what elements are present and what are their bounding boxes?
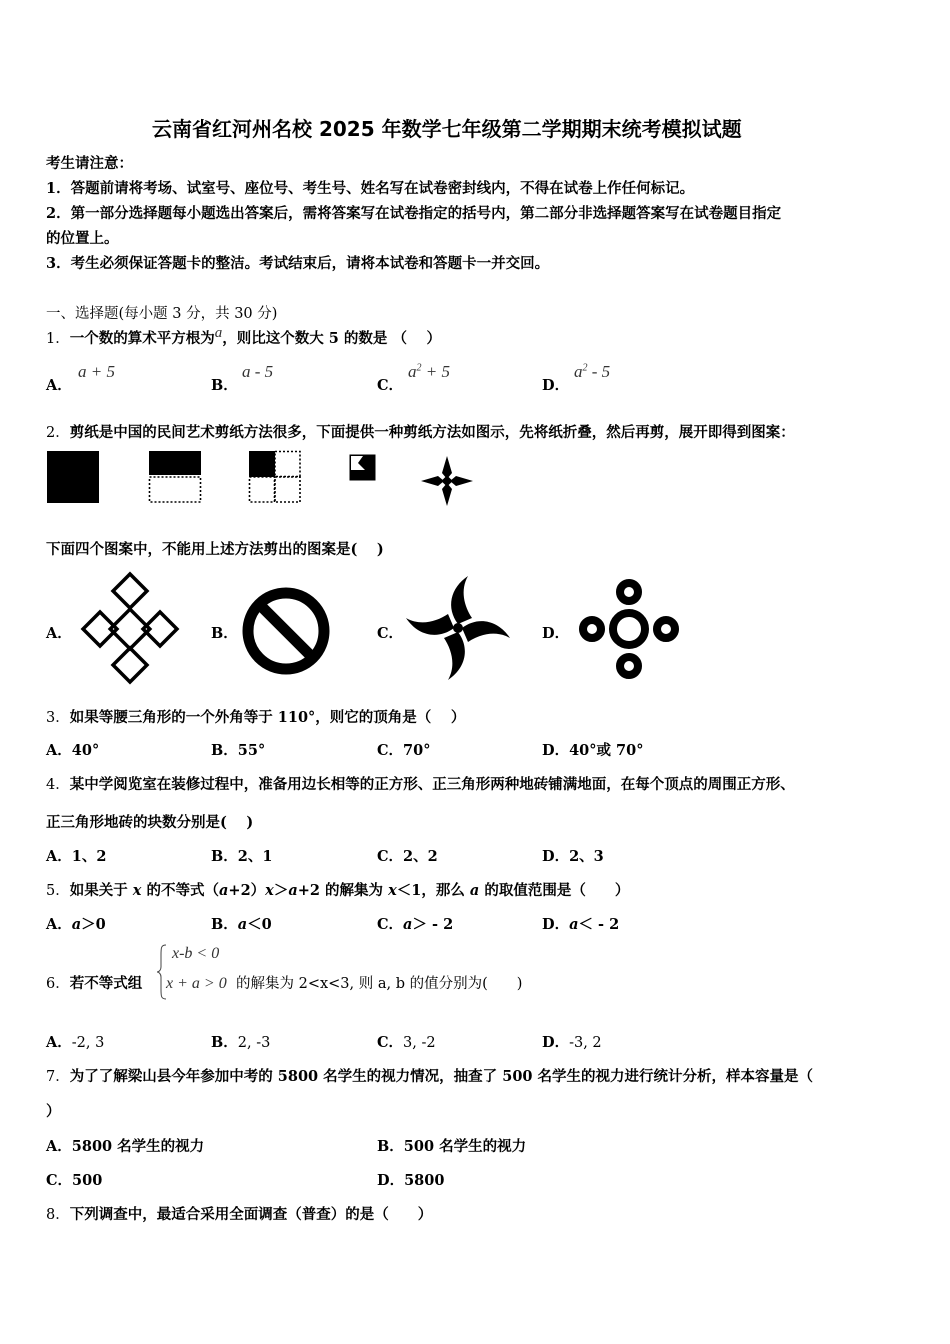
option-b-expr: a - 5 [242,362,274,381]
option-text: 5800 名学生的视力 [71,1138,205,1155]
option-c-pattern [404,575,512,681]
option-label: D． [542,848,570,865]
question-7 [46,1065,813,1086]
option-b [211,739,265,760]
question-stem: 某中学阅览室在装修过程中，准备用边长相等的正方形、正三角形两种地砖铺满地面，在每个顶点的周围正方形、 [69,776,795,793]
option-c [377,1031,436,1052]
option-label: B． [211,848,238,865]
option-text: 3, -2 [403,1035,436,1051]
option-c-expr [408,362,450,382]
math-var: a [403,916,413,933]
option-c-label: C． [377,377,404,394]
option-label: D． [542,916,570,933]
option-c [377,913,453,934]
option-text: 5800 [404,1172,445,1189]
option-d [542,845,604,866]
option-label: D． [542,1034,570,1051]
option-a [46,1031,104,1052]
question-number: 7． [46,1069,70,1085]
question-6-stem-tail: 的解集为 2<x<3, 则 a, b 的值分别为( ) [236,976,523,992]
option-a-expr: a + 5 [78,362,115,381]
option-d [542,913,619,934]
option-a [46,913,106,934]
option-text: ＞ - 2 [412,916,454,933]
question-number: 2． [46,425,70,441]
question-6-stem [46,972,142,993]
option-text: 500 [72,1172,103,1189]
option-c [46,1169,102,1190]
option-a [46,1135,204,1156]
option-b [211,1031,270,1052]
question-stem: 如果等腰三角形的一个外角等于 110°，则它的顶角是（ ） [69,709,466,726]
stem-part: ＞ [273,882,289,899]
paper-cut-figure [349,454,379,484]
expr-sup: 2 [582,362,588,374]
option-label: B． [211,742,238,759]
section-heading: 一、选择题(每小题 3 分，共 30 分) [46,306,278,322]
option-text: ＞0 [81,916,106,933]
option-label: B． [211,1034,238,1051]
option-label: C． [46,1172,73,1189]
option-b [211,845,272,866]
option-label: C． [377,742,404,759]
option-label: C． [377,916,404,933]
paper-fold-quarter-figure [248,450,304,504]
option-label: A． [46,916,72,933]
paper-fold-half-figure [148,450,204,504]
math-var: x [265,882,274,899]
option-text: 2、1 [237,848,273,865]
math-var: a [219,882,229,899]
option-text: 500 名学生的视力 [403,1138,527,1155]
expr-base: a [574,362,583,381]
option-d [542,1031,602,1052]
question-stem: 剪纸是中国的民间艺术剪纸方法很多，下面提供一种剪纸方法如图示，先将纸折叠，然后再剪，展开即得到图案： [69,424,795,441]
notice-item-1: 1．答题前请将考场、试室号、座位号、考生号、姓名写在试卷密封线内，不得在试卷上作任何标记。 [46,180,695,197]
question-number: 3． [46,710,70,726]
option-a [46,739,99,760]
option-text: 40° [71,742,100,759]
unfolded-pattern-figure [420,455,476,509]
option-text: -3, 2 [569,1035,602,1051]
math-var: a [288,882,298,899]
option-text: ＜0 [247,916,272,933]
option-label: A． [46,848,72,865]
option-label: C． [377,1034,404,1051]
math-var: a [469,882,480,899]
option-label: D． [377,1172,405,1189]
notice-heading: 考生请注意： [46,155,133,172]
stem-part: +2 的解集为 [297,882,389,899]
system-line-2: x + a > 0 [166,975,227,992]
question-number: 1． [46,331,70,347]
expr-rest: - 5 [587,362,611,381]
option-label: B． [211,916,238,933]
option-label: D． [542,742,570,759]
question-stem-tail: ，则比这个数大 5 的数是 （ ） [222,330,442,347]
stem-part: 的取值范围是（ ） [479,882,630,899]
question-4-stem-2: 正三角形地砖的块数分别是( ) [46,814,254,831]
option-text: 2, -3 [237,1035,271,1051]
notice-item-2: 2．第一部分选择题每小题选出答案后，需将答案写在试卷指定的括号内，第二部分非选择题答案写在试卷题目指定 [46,205,782,222]
option-d [542,739,643,760]
question-5 [46,879,629,900]
option-c-label: C． [377,625,404,642]
question-number: 6． [46,976,70,992]
option-c [377,845,438,866]
option-text: ＜ - 2 [578,916,620,933]
option-d-label: D． [542,625,570,642]
question-8 [46,1203,432,1224]
notice-item-2-cont: 的位置上。 [46,230,119,247]
option-label: A． [46,1138,72,1155]
expr-base: a [408,362,417,381]
question-number: 5． [46,883,70,899]
system-line-1: x-b < 0 [172,945,220,962]
option-a-label: A． [46,625,72,642]
math-var: x [388,882,397,899]
question-2 [46,421,795,442]
option-d-pattern [576,577,682,681]
option-text: 40°或 70° [569,742,644,759]
option-b-pattern [238,583,334,679]
question-stem: 下列调查中，最适合采用全面调查（普查）的是（ ） [69,1206,433,1223]
question-stem: 若不等式组 [69,975,143,992]
math-var: a [214,325,223,341]
option-c [377,739,430,760]
math-var: x [132,882,142,899]
math-var: a [71,916,82,933]
question-4 [46,773,795,794]
stem-part: 的不等式（ [141,882,220,899]
option-text: 70° [403,742,431,759]
option-text: 2、2 [403,848,438,865]
option-text: 55° [237,742,266,759]
question-7-stem-2: ） [46,1103,61,1120]
option-label: B． [377,1138,404,1155]
option-a-pattern [80,575,180,681]
expr-rest: + 5 [421,362,450,381]
question-stem: 一个数的算术平方根为 [69,330,215,347]
question-number: 4． [46,777,70,793]
option-b-label: B． [211,377,238,394]
option-d [377,1169,444,1190]
option-d-label: D． [542,377,570,394]
option-text: -2, 3 [71,1035,105,1051]
option-a [46,845,106,866]
question-number: 8． [46,1207,70,1223]
stem-part: 如果关于 [69,882,133,899]
question-1 [46,327,441,348]
math-var: a [569,916,579,933]
expr-sup: 2 [416,362,422,374]
option-text: 1、2 [71,848,107,865]
notice-item-3: 3．考生必须保证答题卡的整洁。考试结束后，请将本试卷和答题卡一并交回。 [46,255,550,272]
paper-square-figure [46,450,102,504]
option-b [377,1135,526,1156]
question-stem: 为了了解梁山县今年参加中考的 5800 名学生的视力情况，抽查了 500 名学生的视力进行统计分析，样本容量是（ [69,1068,814,1085]
question-2-stem-2: 下面四个图案中，不能用上述方法剪出的图案是( ) [46,541,384,558]
page-title: 云南省红河州名校 2025 年数学七年级第二学期期末统考模拟试题 [152,117,742,141]
option-text: 2、3 [569,848,604,865]
option-label: C． [377,848,404,865]
option-label: A． [46,1034,72,1051]
option-b [211,913,272,934]
option-d-expr [574,362,610,382]
stem-part: +2） [228,882,266,899]
option-b-label: B． [211,625,238,642]
option-a-label: A． [46,377,72,394]
option-label: A． [46,742,72,759]
question-3 [46,706,465,727]
math-var: a [237,916,248,933]
stem-part: ＜1，那么 [396,882,470,899]
